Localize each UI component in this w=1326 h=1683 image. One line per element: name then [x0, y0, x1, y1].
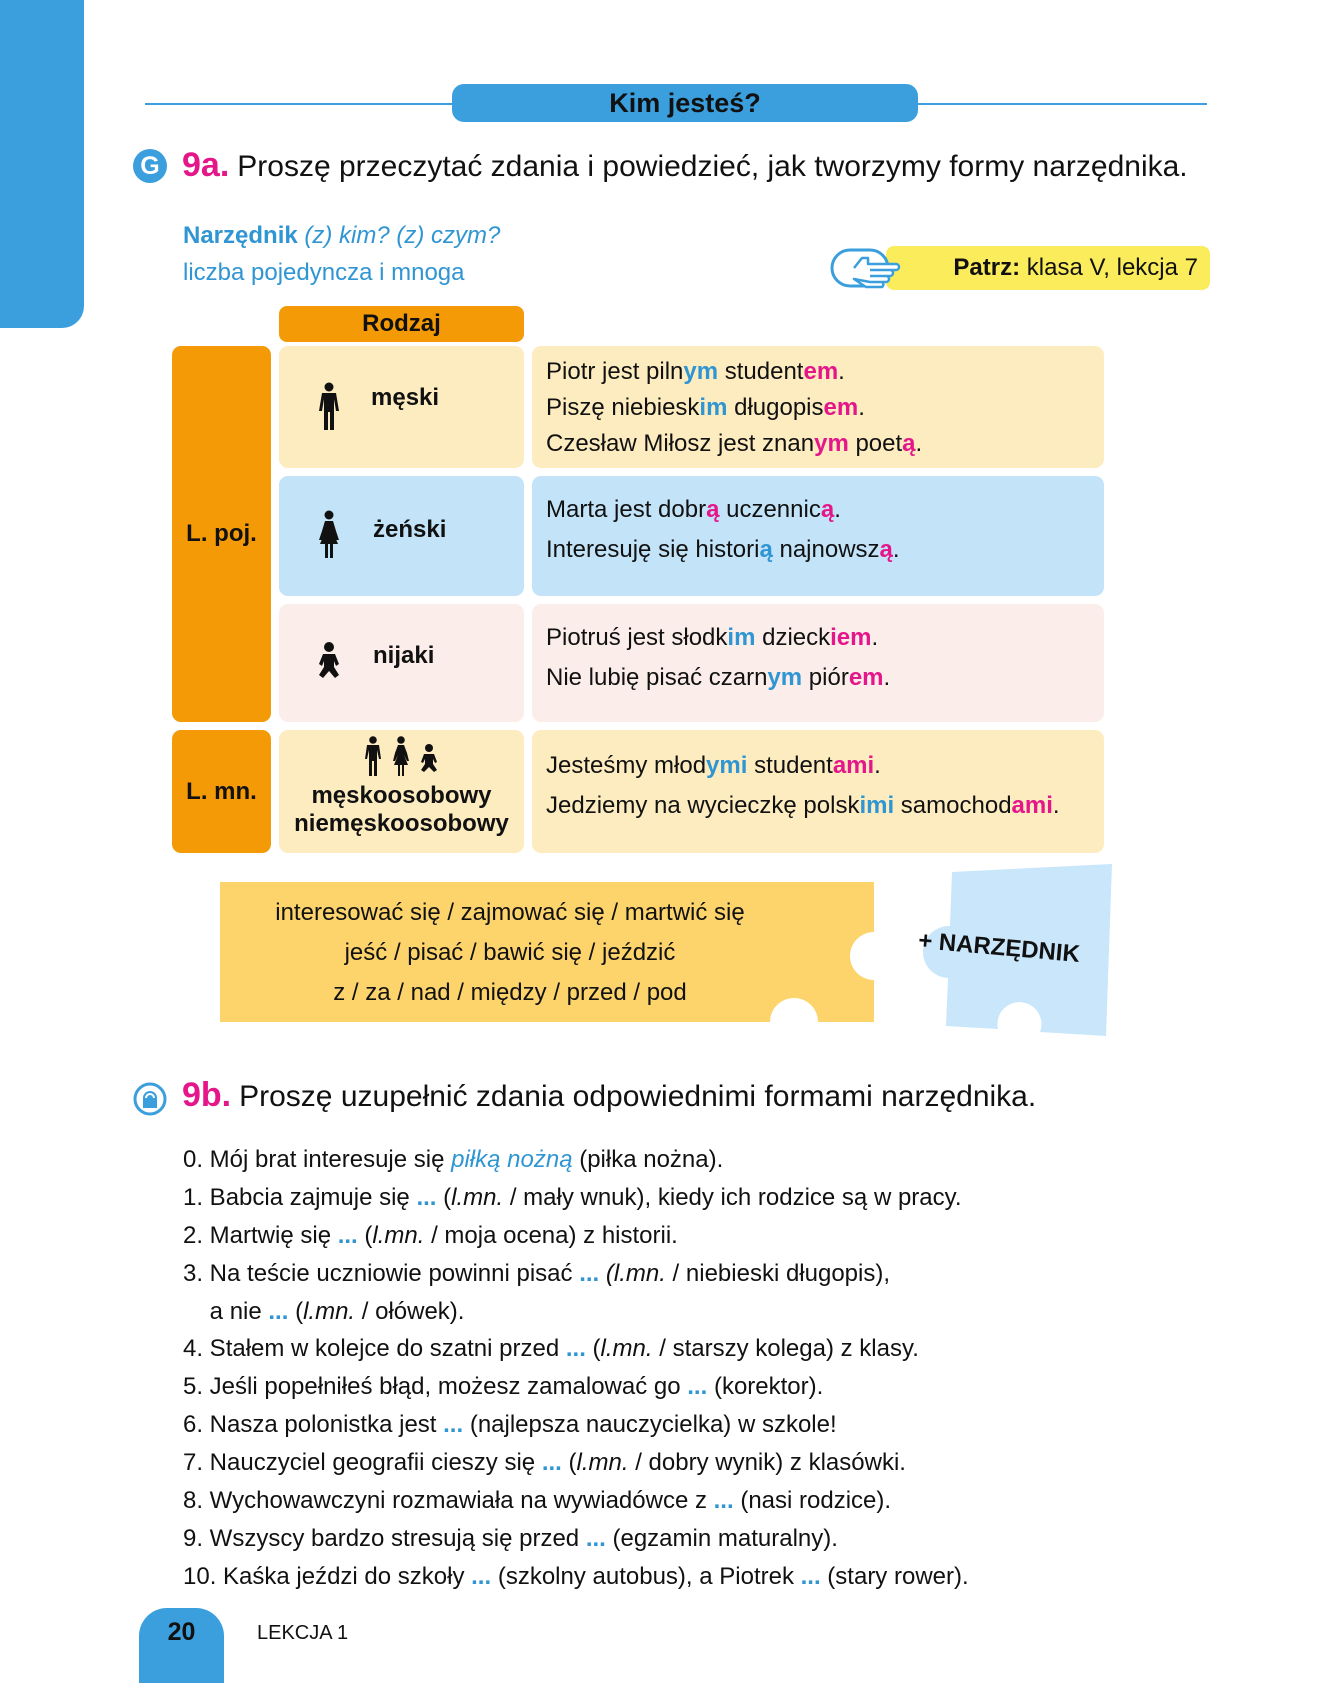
text-segment: / niebieski długopis), [665, 1259, 891, 1287]
text-segment: piór [802, 664, 849, 691]
family-figures-icon [363, 736, 441, 778]
grammar-icon: G [133, 149, 167, 183]
text-segment: uczennic [719, 496, 821, 523]
task-9a-heading [182, 146, 1188, 185]
text-segment: (nasi rodzice). [733, 1487, 892, 1515]
text-segment: (egzamin maturalny). [605, 1524, 838, 1552]
answer-gap: ... [541, 1449, 562, 1477]
exercise-item [183, 1330, 969, 1368]
answer-gap: ... [713, 1487, 734, 1515]
answer-gap: ... [687, 1373, 708, 1401]
text-segment: długopis [727, 394, 824, 421]
gender-label: nijaki [373, 642, 435, 669]
exercise-item [183, 1482, 969, 1520]
caption-case: Narzędnik [183, 222, 298, 249]
plural-label: L. mn. [172, 730, 271, 853]
side-tab [0, 0, 84, 328]
text-segment: . [1052, 792, 1060, 819]
exercise-item [183, 1217, 969, 1255]
text-segment: ( [288, 1297, 304, 1325]
text-segment: . [915, 430, 923, 457]
text-segment: (piłka nożna). [572, 1146, 724, 1173]
example-sentence [546, 426, 1104, 462]
ending-highlight: em [803, 358, 839, 385]
task-9b-heading [182, 1076, 1036, 1115]
example-sentence [546, 658, 1104, 698]
answer-gap: ... [471, 1562, 492, 1590]
ending-highlight: ym [814, 430, 849, 457]
answer-gap: ... [443, 1411, 464, 1439]
exercise-item [183, 1558, 969, 1596]
ending-highlight: ą [706, 496, 720, 523]
text-segment: Piotruś jest słodk [546, 624, 728, 651]
ending-highlight: (l.mn. [605, 1259, 666, 1287]
ending-highlight: iem [830, 624, 872, 651]
gender-header: Rodzaj [279, 306, 524, 342]
text-segment: samochod [894, 792, 1012, 819]
puzzle-line-1: interesować się / zajmować się / martwić się [275, 899, 745, 926]
reference-label: Patrz: [953, 254, 1021, 281]
text-segment: (stary rower). [820, 1562, 969, 1590]
text-segment: 2. Martwię się [183, 1221, 338, 1249]
caption-number: liczba pojedyncza i mnoga [183, 259, 465, 286]
gender-label: żeński [373, 516, 447, 543]
ending-highlight: ą [879, 536, 893, 563]
answer-gap: ... [416, 1183, 437, 1211]
text-segment: (szkolny autobus), a Piotrek [491, 1562, 801, 1590]
text-segment: ( [561, 1449, 577, 1477]
ending-highlight: imi [859, 792, 895, 819]
text-segment: / dobry wynik) z klasówki. [628, 1449, 906, 1477]
ending-highlight: em [848, 664, 884, 691]
answer-gap: ... [268, 1297, 289, 1325]
text-segment: 10. Kaśka jeździ do szkoły [183, 1562, 472, 1590]
text-segment: / ołówek). [355, 1297, 465, 1325]
ending-highlight: ym [767, 664, 803, 691]
baby-figure-icon [317, 642, 341, 682]
answer-gap: ... [585, 1524, 606, 1552]
task-number: 9a. [182, 146, 230, 184]
ending-highlight: piłką nożną [451, 1146, 573, 1173]
gender-cell-neuter [279, 604, 524, 722]
text-segment: Nie lubię pisać czarn [546, 664, 768, 691]
text-segment: Interesuję się histori [546, 536, 760, 563]
puzzle-text [220, 893, 800, 1013]
grammar-caption [183, 217, 500, 291]
text-segment: . [871, 624, 879, 651]
text-segment: / moja ocena) z historii. [424, 1221, 678, 1249]
example-sentence [546, 786, 1104, 826]
text-segment: 9. Wszyscy bardzo stresują się przed [183, 1524, 586, 1552]
female-figure-icon [317, 510, 341, 560]
ending-highlight: ą [759, 536, 773, 563]
gender-label-personal: męskoosobowy [311, 782, 492, 809]
text-segment: 5. Jeśli popełniłeś błąd, możesz zamalować go [183, 1373, 688, 1401]
ending-highlight: l.mn. [451, 1183, 504, 1211]
text-segment: ( [357, 1221, 373, 1249]
ending-highlight: im [699, 394, 728, 421]
task-instruction: Proszę uzupełnić zdania odpowiednimi formami narzędnika. [239, 1080, 1037, 1113]
text-segment: 1. Babcia zajmuje się [183, 1183, 417, 1211]
ending-highlight: ym [683, 358, 719, 385]
example-sentence [546, 618, 1104, 658]
gender-label-nonpersonal: niemęskoosobowy [294, 810, 509, 837]
exercise-item [183, 1368, 969, 1406]
exercise-item [183, 1255, 969, 1293]
gender-cell-feminine [279, 476, 524, 596]
task-instruction: Proszę przeczytać zdania i powiedzieć, jak tworzymy formy narzędnika. [237, 150, 1188, 183]
text-segment: ( [436, 1183, 452, 1211]
page-number: 20 [139, 1608, 224, 1683]
text-segment: poet [848, 430, 903, 457]
text-segment: Czesław Miłosz jest znan [546, 430, 815, 457]
text-segment: Jesteśmy młod [546, 752, 707, 779]
example-sentence [546, 490, 1104, 530]
example-sentence [546, 390, 1104, 426]
ending-highlight: ą [902, 430, 916, 457]
reference-note [830, 246, 1210, 290]
examples-neuter [532, 604, 1104, 722]
text-segment: 8. Wychowawczyni rozmawiała na wywiadówce z [183, 1487, 714, 1515]
text-segment: (korektor). [707, 1373, 824, 1401]
text-segment: Piotr jest piln [546, 358, 684, 385]
task-number: 9b. [182, 1076, 232, 1114]
text-segment: a nie [183, 1297, 269, 1325]
text-segment: . [874, 752, 881, 779]
text-segment: Marta jest dobr [546, 496, 707, 523]
puzzle-line-2: jeść / pisać / bawić się / jeździć [344, 939, 676, 966]
caption-questions: (z) kim? (z) czym? [304, 222, 501, 249]
example-sentence [546, 354, 1104, 390]
text-segment: . [858, 394, 865, 421]
ending-highlight: ami [832, 752, 875, 779]
answer-gap: ... [565, 1335, 586, 1363]
answer-gap: ... [337, 1221, 358, 1249]
example-sentence [546, 530, 1104, 570]
singular-label: L. poj. [172, 346, 271, 722]
examples-feminine [532, 476, 1104, 596]
text-segment: (najlepsza nauczycielka) w szkole! [463, 1411, 837, 1439]
text-segment: dzieck [755, 624, 831, 651]
ending-highlight: im [727, 624, 756, 651]
answer-gap: ... [579, 1259, 600, 1287]
gender-cell-masculine [279, 346, 524, 468]
exercise-item [183, 1444, 969, 1482]
ending-highlight: l.mn. [372, 1221, 425, 1249]
exercise-item [183, 1141, 969, 1179]
text-segment: najnowsz [772, 536, 880, 563]
text-segment: 3. Na teście uczniowie powinni pisać [183, 1259, 580, 1287]
male-figure-icon [317, 382, 341, 432]
text-segment: student [747, 752, 833, 779]
ending-highlight: em [823, 394, 859, 421]
puzzle-label: + NARZĘDNIK [917, 926, 1081, 969]
text-segment: 4. Stałem w kolejce do szatni przed [183, 1335, 566, 1363]
pencil-icon [133, 1082, 167, 1116]
ending-highlight: l.mn. [303, 1297, 356, 1325]
exercise-item [183, 1179, 969, 1217]
reference-text [953, 246, 1198, 290]
exercise-item [183, 1520, 969, 1558]
text-segment: . [883, 664, 891, 691]
pointing-hand-icon [830, 246, 908, 290]
reference-target: klasa V, lekcja 7 [1026, 254, 1198, 281]
gender-label-plural [279, 782, 524, 838]
puzzle-line-3: z / za / nad / między / przed / pod [333, 979, 687, 1006]
examples-masculine [532, 346, 1104, 468]
text-segment: / starszy kolega) z klasy. [652, 1335, 919, 1363]
text-segment: . [892, 536, 900, 563]
text-segment: . [834, 496, 841, 523]
exercise-item [183, 1406, 969, 1444]
text-segment: 0. Mój brat interesuje się [183, 1146, 452, 1173]
examples-plural [532, 730, 1104, 853]
text-segment: student [718, 358, 804, 385]
text-segment: Jedziemy na wycieczkę polsk [546, 792, 860, 819]
lesson-label: LEKCJA 1 [257, 1622, 349, 1644]
answer-gap: ... [800, 1562, 821, 1590]
page-title: Kim jesteś? [452, 84, 918, 122]
text-segment: / mały wnuk), kiedy ich rodzice są w pracy. [503, 1183, 962, 1211]
ending-highlight: l.mn. [576, 1449, 629, 1477]
ending-highlight: ą [820, 496, 835, 523]
gender-cell-plural [279, 730, 524, 853]
text-segment: ( [585, 1335, 601, 1363]
text-segment: . [838, 358, 845, 385]
text-segment: Piszę niebiesk [546, 394, 700, 421]
text-segment: 7. Nauczyciel geografii cieszy się [183, 1449, 542, 1477]
ending-highlight: ami [1011, 792, 1053, 819]
exercise-list [183, 1141, 969, 1596]
text-segment: 6. Nasza polonistka jest [183, 1411, 444, 1439]
gender-label: męski [371, 384, 440, 411]
ending-highlight: ymi [706, 752, 748, 779]
text-segment [599, 1260, 606, 1287]
example-sentence [546, 746, 1104, 786]
ending-highlight: l.mn. [600, 1335, 653, 1363]
exercise-item [183, 1293, 969, 1331]
